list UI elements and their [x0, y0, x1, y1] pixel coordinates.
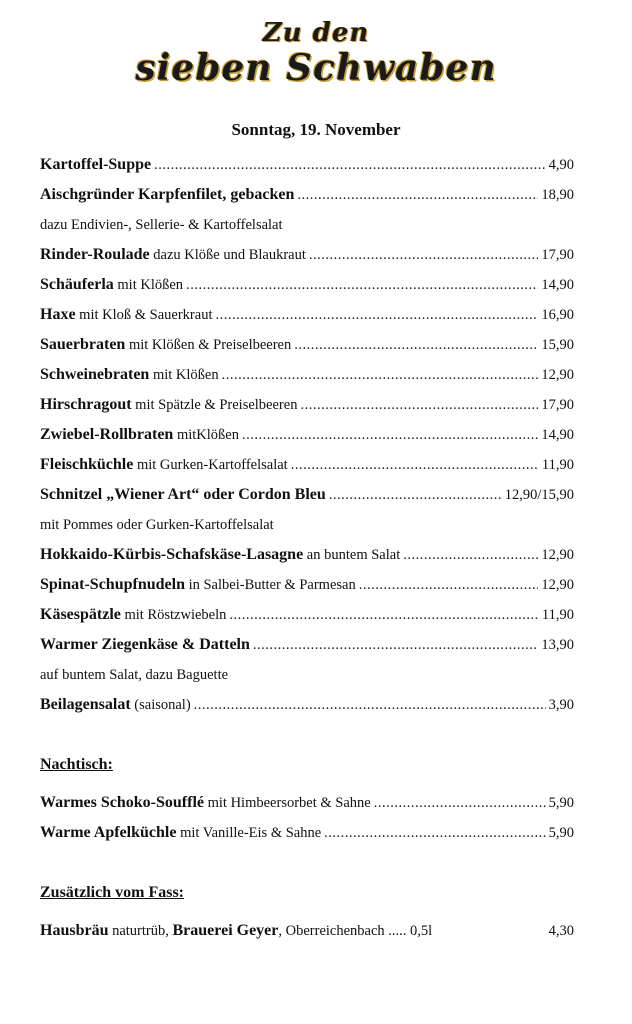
dish-name: Warmes Schoko-Soufflé [40, 794, 204, 811]
dish-price: 5,90 [548, 795, 574, 811]
dish-name: Aischgründer Karpfenfilet, gebacken [40, 186, 295, 203]
dish-price: 18,90 [541, 187, 574, 203]
menu-item [40, 450, 574, 480]
dot-leader [309, 240, 538, 270]
dot-leader [194, 690, 546, 720]
menu-item [40, 270, 574, 300]
menu-date: Sonntag, 19. November [231, 120, 401, 139]
menu-item [40, 360, 574, 390]
dish-name: Beilagensalat [40, 696, 131, 713]
dish-side-note: auf buntem Salat, dazu Baguette [40, 667, 229, 683]
menu-item [40, 330, 574, 360]
menu-list [40, 150, 574, 946]
dot-leader [300, 390, 538, 420]
dot-leader [215, 300, 538, 330]
dish-price: 15,90 [541, 337, 574, 353]
dish-description: an buntem Salat [303, 547, 401, 563]
dish-name: Schäuferla [40, 276, 114, 293]
dot-leader [403, 540, 538, 570]
dish-description: mit Klößen [149, 367, 219, 383]
brewery-place: , Oberreichenbach ..... 0,5l [278, 923, 433, 939]
dish-name: Haxe [40, 306, 76, 323]
dot-leader [359, 570, 539, 600]
menu-item [40, 540, 574, 570]
dot-leader [222, 360, 539, 390]
menu-item [40, 600, 574, 630]
dish-price: 11,90 [541, 607, 574, 623]
dot-leader [297, 180, 538, 210]
dish-description: mit Kloß & Sauerkraut [75, 307, 213, 323]
dish-description: (saisonal) [130, 697, 191, 713]
dish-description: mitKlößen [173, 427, 239, 443]
dish-name: Spinat-Schupfnudeln [40, 576, 185, 593]
dish-description: mit Himbeersorbet & Sahne [204, 795, 371, 811]
drink-description: naturtrüb, [108, 923, 173, 939]
menu-item [40, 788, 574, 818]
brewery-name: Brauerei Geyer [172, 922, 279, 939]
dish-side-note: mit Pommes oder Gurken-Kartoffelsalat [40, 517, 274, 533]
menu-item [40, 240, 574, 270]
logo-line-1: Zu den [262, 18, 370, 48]
dish-description: mit Gurken-Kartoffelsalat [133, 457, 288, 473]
dish-price: 5,90 [548, 825, 574, 841]
dessert-heading: Nachtisch: [40, 756, 113, 773]
dish-price: 17,90 [541, 397, 574, 413]
dish-price: 14,90 [541, 277, 574, 293]
dish-description: dazu Klöße und Blaukraut [149, 247, 306, 263]
dish-price: 4,90 [548, 157, 574, 173]
drink-row [40, 916, 574, 946]
menu-item [40, 300, 574, 330]
dish-description: mit Klößen [113, 277, 184, 293]
dish-name: Warmer Ziegenkäse & Datteln [40, 636, 250, 653]
drink-name: Hausbräu [40, 922, 109, 939]
dish-price: 12,90 [541, 547, 574, 563]
menu-item [40, 390, 574, 420]
drinks-heading: Zusätzlich vom Fass: [40, 884, 184, 901]
dish-description: mit Spätzle & Preiselbeeren [131, 397, 298, 413]
dot-leader [324, 818, 545, 848]
dish-price: 12,90 [541, 577, 574, 593]
dish-name: Warme Apfelküchle [40, 824, 177, 841]
dish-price: 17,90 [541, 247, 574, 263]
dish-description: mit Röstzwiebeln [120, 607, 227, 623]
dish-name: Sauerbraten [40, 336, 126, 353]
dish-name: Käsespätzle [40, 606, 121, 623]
dot-leader [294, 330, 538, 360]
dish-description: mit Klößen & Preiselbeeren [125, 337, 292, 353]
dish-name: Hokkaido-Kürbis-Schafskäse-Lasagne [40, 546, 304, 563]
menu-item [40, 630, 574, 660]
main-dishes [40, 150, 574, 720]
restaurant-logo [0, 18, 632, 88]
dish-name: Schweinebraten [40, 366, 150, 383]
dot-leader [229, 600, 539, 630]
menu-item [40, 420, 574, 450]
dessert-list [40, 788, 574, 848]
logo-line-2: sieben Schwaben [135, 47, 497, 89]
dot-leader [186, 270, 538, 300]
dish-name: Schnitzel „Wiener Art“ oder Cordon Bleu [40, 486, 326, 503]
dish-price: 14,90 [541, 427, 574, 443]
dish-name: Kartoffel-Suppe [40, 156, 152, 173]
dish-side-note: dazu Endivien-, Sellerie- & Kartoffelsalat [40, 217, 283, 233]
dot-leader [374, 788, 546, 818]
dot-leader [291, 450, 539, 480]
dish-name: Hirschragout [40, 396, 132, 413]
menu-item [40, 690, 574, 720]
dish-price: 11,90 [541, 457, 574, 473]
dish-description: in Salbei-Butter & Parmesan [184, 577, 356, 593]
dot-leader [242, 420, 538, 450]
dish-name: Rinder-Roulade [40, 246, 150, 263]
menu-item [40, 570, 574, 600]
menu-item [40, 150, 574, 180]
drink-price: 4,30 [548, 923, 574, 939]
dish-price: 13,90 [541, 637, 574, 653]
dish-name: Fleischküchle [40, 456, 134, 473]
dish-price: 12,90 [541, 367, 574, 383]
menu-item [40, 180, 574, 210]
dish-description: mit Vanille-Eis & Sahne [176, 825, 322, 841]
menu-item [40, 480, 574, 510]
dish-price: 3,90 [548, 697, 574, 713]
dot-leader [253, 630, 538, 660]
menu-item [40, 818, 574, 848]
dot-leader [329, 480, 502, 510]
dish-price: 16,90 [541, 307, 574, 323]
dish-name: Zwiebel-Rollbraten [40, 426, 174, 443]
dot-leader [154, 150, 546, 180]
dish-price: 12,90/15,90 [504, 487, 574, 503]
